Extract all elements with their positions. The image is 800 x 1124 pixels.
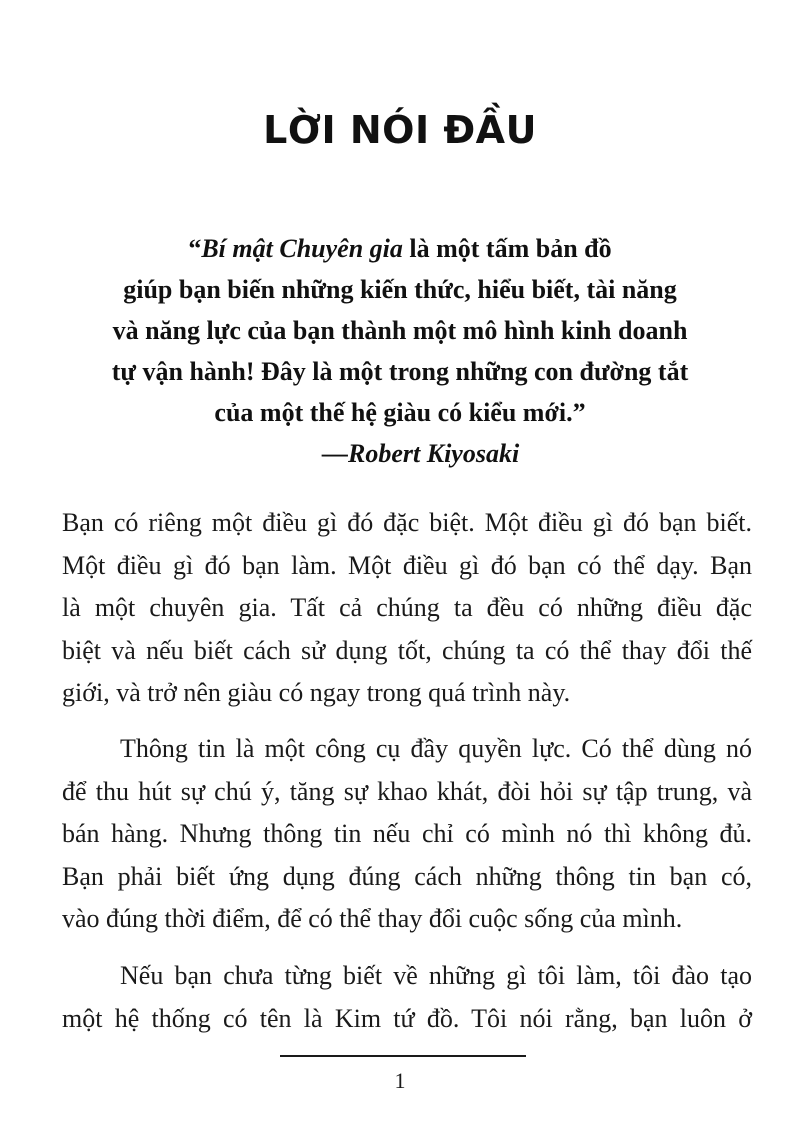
quote-line-1 <box>0 228 800 269</box>
paragraph-line: Bạn có riêng một điều gì đó đặc biệt. Một điều gì đó bạn biết. <box>62 508 752 537</box>
paragraph-line: Một điều gì đó bạn làm. Một điều gì đó bạn có thể dạy. Bạn <box>62 550 752 580</box>
quote-line-3: và năng lực của bạn thành một mô hình kinh doanh <box>112 316 688 345</box>
quote-open-mark: “ <box>188 234 202 263</box>
paragraph-1 <box>62 502 752 715</box>
paragraph-line: Thông tin là một công cụ đầy quyền lực. Có thể dùng nó <box>120 734 752 763</box>
footer-rule <box>280 1055 526 1057</box>
epigraph-quote <box>0 228 800 433</box>
paragraph-2 <box>62 728 752 941</box>
paragraph-line: Bạn phải biết ứng dụng đúng cách những thông tin bạn có, <box>62 861 752 891</box>
paragraph-line: Nếu bạn chưa từng biết về những gì tôi làm, tôi đào tạo <box>120 961 752 990</box>
quote-line-4: tự vận hành! Đây là một trong những con đường tắt <box>111 357 689 386</box>
paragraph-line: biệt và nếu biết cách sử dụng tốt, chúng ta có thể thay đổi thế <box>62 635 752 665</box>
quote-attribution: —Robert Kiyosaki <box>322 439 520 468</box>
page-number: 1 <box>394 1068 406 1093</box>
quote-line-5: của một thế hệ giàu có kiểu mới.” <box>214 398 586 427</box>
paragraph-line: giới, và trở nên giàu có ngay trong quá trình này. <box>62 678 571 707</box>
paragraph-3 <box>62 955 752 1040</box>
paragraph-line: để thu hút sự chú ý, tăng sự khao khát, đòi hỏi sự tập trung, và <box>62 776 752 806</box>
page-title: LỜI NÓI ĐẦU <box>263 108 537 152</box>
quote-book-title: Bí mật Chuyên gia <box>201 234 403 263</box>
quote-line-2: giúp bạn biến những kiến thức, hiểu biết, tài năng <box>123 275 677 304</box>
paragraph-line: một hệ thống có tên là Kim tứ đồ. Tôi nói rằng, bạn luôn ở <box>62 1003 752 1033</box>
quote-line-1-rest: là một tấm bản đồ <box>402 234 612 263</box>
paragraph-line: bán hàng. Nhưng thông tin nếu chỉ có mình nó thì không đủ. <box>62 819 752 848</box>
paragraph-line: vào đúng thời điểm, để có thể thay đổi cuộc sống của mình. <box>62 904 683 933</box>
paragraph-line: là một chuyên gia. Tất cả chúng ta đều có những điều đặc <box>62 593 752 622</box>
